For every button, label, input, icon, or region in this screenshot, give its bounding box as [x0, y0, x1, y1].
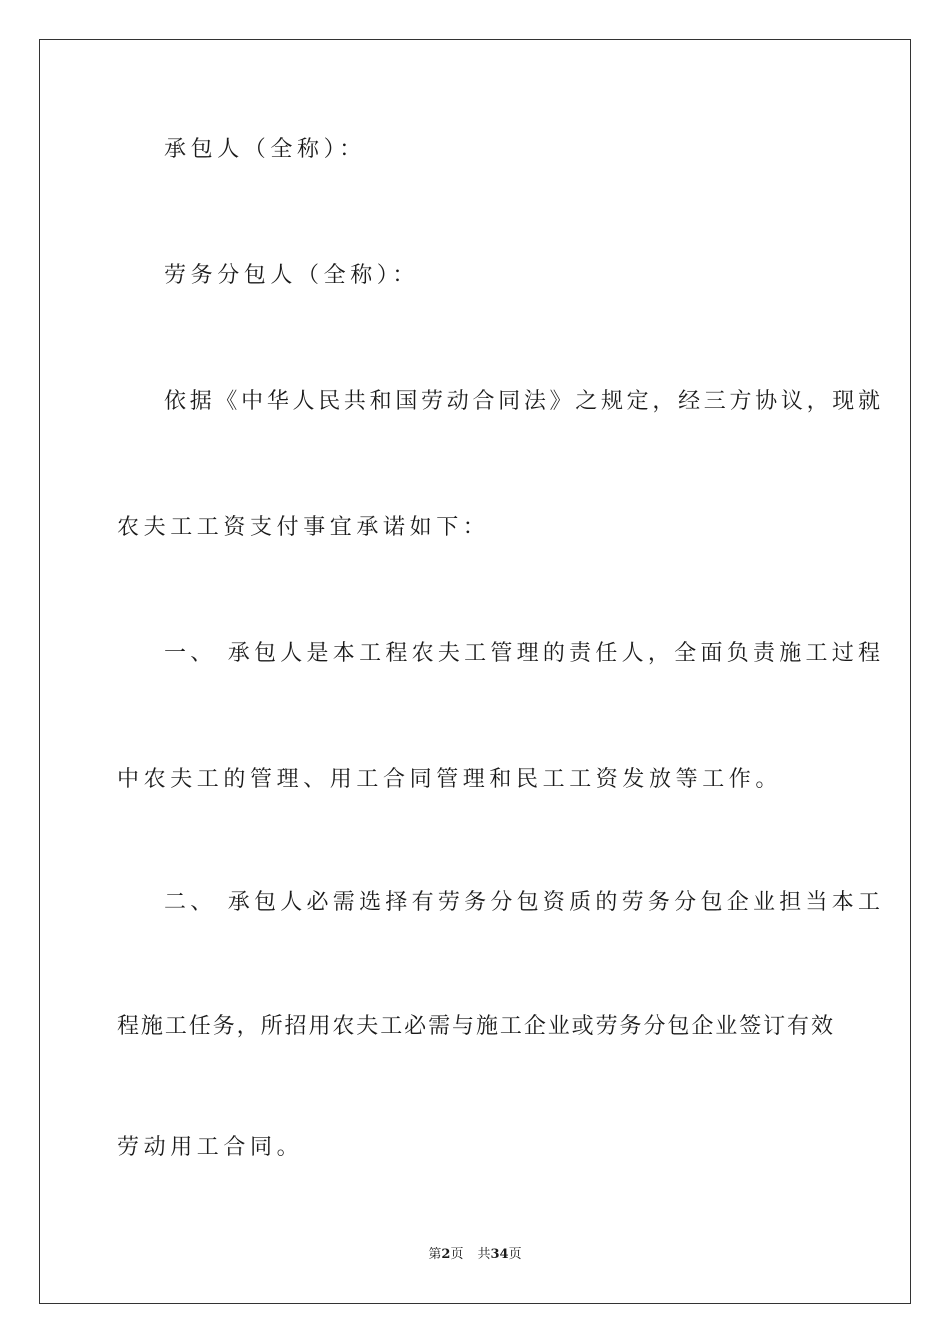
- total-page-count: 34: [490, 1247, 509, 1262]
- footer-page-unit: 页: [450, 1247, 464, 1262]
- current-page-number: 2: [441, 1247, 451, 1262]
- clause-2-line-1: 二、 承包人必需选择有劳务分包资质的劳务分包企业担当本工: [164, 890, 880, 915]
- clause-1-line-2: 中农夫工的管理、用工合同管理和民工工资发放等工作。: [117, 767, 783, 792]
- clause-2-line-3: 劳动用工合同。: [117, 1135, 304, 1160]
- footer-total-unit: 页: [508, 1247, 522, 1262]
- clause-1-line-1: 一、 承包人是本工程农夫工管理的责任人，全面负责施工过程: [164, 641, 880, 666]
- paragraph-intro-line-2: 农夫工工资支付事宜承诺如下：: [117, 515, 490, 540]
- page-border: [39, 39, 911, 1304]
- footer-prefix: 第: [428, 1247, 442, 1262]
- contractor-line: 承包人（全称）：: [164, 137, 366, 162]
- clause-2-line-2: 程施工任务，所招用农夫工必需与施工企业或劳务分包企业签订有效: [117, 1014, 833, 1039]
- labor-subcontractor-line: 劳务分包人（全称）：: [164, 263, 420, 288]
- page-footer: [0, 1246, 950, 1264]
- footer-total-prefix: 共: [477, 1247, 491, 1262]
- paragraph-intro-line-1: 依据《中华人民共和国劳动合同法》之规定，经三方协议，现就: [164, 389, 880, 414]
